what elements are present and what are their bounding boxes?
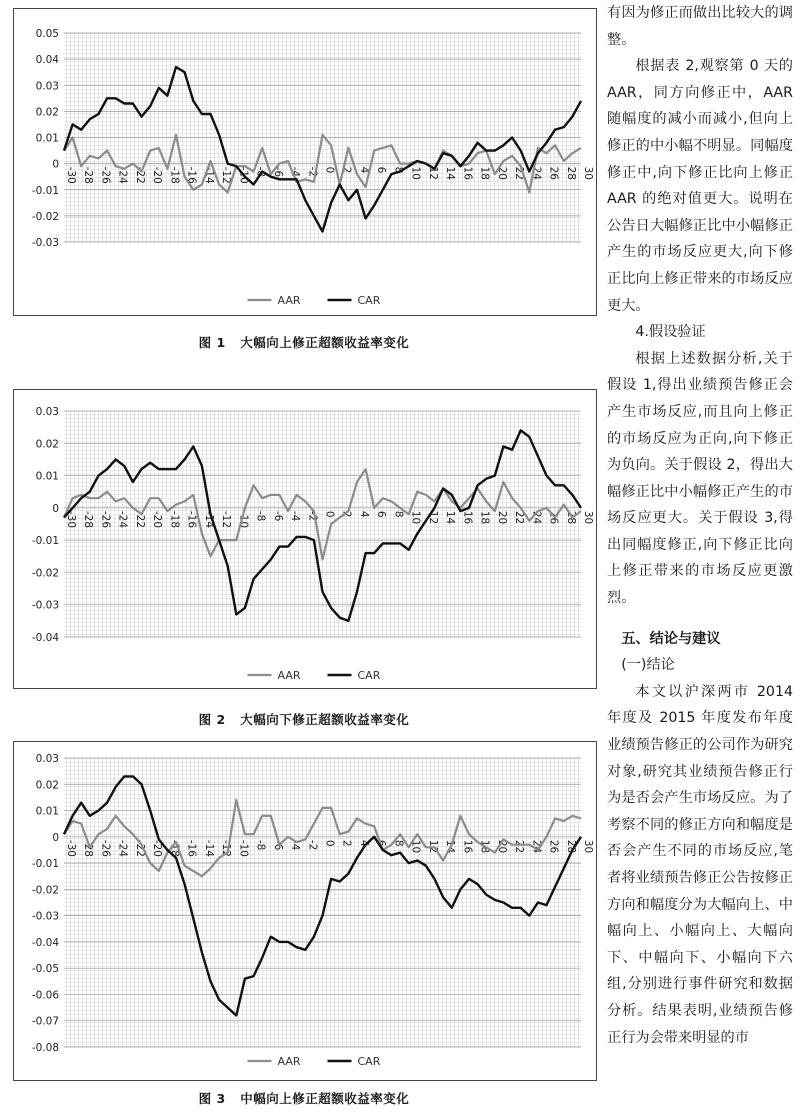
- y-tick-label: -0.08: [31, 1042, 59, 1054]
- x-tick-label: -10: [237, 166, 250, 184]
- x-tick-label: 14: [444, 839, 457, 854]
- x-tick-label: 22: [513, 166, 526, 180]
- x-tick-label: -18: [168, 510, 181, 529]
- y-tick-label: 0: [52, 502, 59, 515]
- x-tick-label: 10: [409, 166, 422, 180]
- x-tick-label: 16: [461, 510, 474, 525]
- x-tick-label: 6: [375, 839, 388, 847]
- y-tick-label: 0.01: [35, 132, 59, 145]
- y-tick-label: -0.04: [31, 936, 59, 949]
- x-tick-label: -14: [202, 166, 215, 184]
- x-tick-label: -28: [82, 510, 95, 529]
- x-tick-label: 30: [582, 839, 594, 854]
- y-tick-label: -0.01: [31, 184, 59, 197]
- x-tick-label: 14: [444, 166, 457, 180]
- x-tick-label: 20: [495, 166, 508, 180]
- chart-2-caption: [13, 710, 595, 728]
- legend-label-aar: AAR: [277, 294, 301, 307]
- x-tick-label: -4: [289, 166, 302, 178]
- x-tick-label: -26: [99, 166, 112, 184]
- x-tick-label: 10: [409, 839, 422, 854]
- x-tick-label: -22: [133, 166, 146, 184]
- y-tick-label: 0.02: [35, 779, 59, 792]
- y-tick-label: -0.01: [31, 535, 59, 548]
- x-tick-label: -8: [254, 166, 267, 178]
- x-tick-label: -28: [82, 166, 95, 184]
- x-tick-label: -22: [133, 510, 146, 529]
- caption-label: 图 3: [198, 1091, 226, 1106]
- x-tick-label: 6: [375, 510, 388, 518]
- x-tick-label: -8: [254, 510, 267, 522]
- subheading-hypothesis-test: 4.假设验证: [635, 324, 706, 341]
- x-tick-label: -12: [220, 166, 233, 184]
- caption-label: 图 1: [198, 335, 226, 350]
- y-tick-label: 0.05: [35, 28, 59, 40]
- x-tick-label: 28: [564, 510, 577, 525]
- y-tick-label: 0.03: [35, 753, 59, 765]
- x-tick-label: 8: [392, 510, 405, 518]
- y-tick-label: 0.01: [35, 470, 59, 483]
- y-tick-label: 0.02: [35, 106, 59, 119]
- x-tick-label: -24: [116, 510, 129, 529]
- legend-label-aar: AAR: [277, 669, 301, 682]
- legend-label-car: CAR: [357, 294, 381, 307]
- y-tick-label: 0.01: [35, 805, 59, 818]
- x-tick-label: -14: [202, 510, 215, 529]
- caption-label: 图 2: [198, 712, 226, 727]
- y-tick-label: -0.03: [31, 599, 59, 612]
- y-tick-label: -0.03: [31, 237, 59, 249]
- x-tick-label: 8: [392, 839, 405, 847]
- y-tick-label: -0.02: [31, 567, 59, 580]
- x-tick-label: 10: [409, 510, 422, 525]
- chart-1-frame: [13, 8, 597, 316]
- x-tick-label: -2: [306, 510, 319, 522]
- y-tick-label: -0.02: [31, 210, 59, 223]
- y-tick-label: -0.06: [31, 989, 59, 1002]
- x-tick-label: 4: [357, 839, 370, 847]
- x-tick-label: 12: [426, 166, 439, 180]
- x-tick-label: 14: [444, 510, 457, 525]
- x-tick-label: -10: [237, 510, 250, 529]
- chart-3-frame: [13, 741, 597, 1081]
- y-tick-label: -0.01: [31, 858, 59, 871]
- x-tick-label: -16: [185, 839, 198, 857]
- x-tick-label: 2: [340, 839, 353, 847]
- legend-label-aar: AAR: [277, 1055, 301, 1068]
- chart-3-caption: [13, 1089, 595, 1107]
- chart-2: [14, 390, 596, 688]
- x-tick-label: 20: [495, 839, 508, 854]
- x-tick-label: -12: [220, 839, 233, 857]
- x-tick-label: 22: [513, 510, 526, 525]
- x-tick-label: 26: [547, 839, 560, 854]
- x-tick-label: -14: [202, 839, 215, 857]
- x-tick-label: 4: [357, 510, 370, 518]
- legend-label-car: CAR: [357, 669, 381, 682]
- x-tick-label: -6: [271, 510, 284, 522]
- x-tick-label: -2: [306, 166, 319, 178]
- x-tick-label: 0: [323, 510, 336, 518]
- x-tick-label: -20: [151, 166, 164, 184]
- x-tick-label: -20: [151, 510, 164, 529]
- x-tick-label: -30: [65, 510, 77, 529]
- x-tick-label: -8: [254, 839, 267, 851]
- x-tick-label: -6: [271, 839, 284, 851]
- x-tick-label: -30: [65, 839, 77, 857]
- caption-text: 中幅向上修正超额收益率变化: [240, 1091, 410, 1106]
- y-tick-label: -0.02: [31, 884, 59, 897]
- x-tick-label: 24: [530, 510, 543, 525]
- chart-1-caption: [13, 333, 595, 351]
- legend-label-car: CAR: [357, 1055, 381, 1068]
- x-tick-label: -24: [116, 839, 129, 857]
- x-tick-label: -26: [99, 839, 112, 857]
- right-text-column: [607, 0, 793, 1051]
- x-tick-label: 24: [530, 839, 543, 854]
- x-tick-label: -10: [237, 839, 250, 857]
- x-tick-label: 4: [357, 166, 370, 174]
- x-tick-label: 18: [478, 839, 491, 854]
- x-tick-label: -30: [65, 166, 77, 184]
- x-tick-label: -26: [99, 510, 112, 529]
- y-tick-label: 0: [52, 158, 59, 171]
- chart-2-frame: [13, 389, 597, 689]
- y-tick-label: -0.07: [31, 1015, 59, 1028]
- x-tick-label: 20: [495, 510, 508, 525]
- x-tick-label: 30: [582, 166, 594, 180]
- x-tick-label: 28: [564, 166, 577, 180]
- x-tick-label: -16: [185, 510, 198, 529]
- y-tick-label: -0.03: [31, 910, 59, 923]
- y-tick-label: 0.03: [35, 406, 59, 418]
- x-tick-label: 16: [461, 166, 474, 180]
- x-tick-label: 2: [340, 510, 353, 518]
- x-tick-label: 2: [340, 166, 353, 174]
- x-tick-label: -4: [289, 510, 302, 522]
- x-tick-label: 18: [478, 166, 491, 180]
- caption-text: 大幅向上修正超额收益率变化: [240, 335, 410, 350]
- paragraph-continued: 有因为修正而做出比较大的调整。: [607, 5, 793, 48]
- subheading-conclusion: (一)结论: [621, 657, 675, 674]
- x-tick-label: 0: [323, 166, 336, 174]
- x-tick-label: -20: [151, 839, 164, 857]
- y-tick-label: 0.03: [35, 80, 59, 93]
- x-tick-label: -22: [133, 839, 146, 857]
- x-tick-label: -24: [116, 166, 129, 184]
- x-tick-label: -4: [289, 839, 302, 851]
- x-tick-label: -12: [220, 510, 233, 529]
- chart-3: [14, 742, 596, 1080]
- x-tick-label: 12: [426, 839, 439, 854]
- x-tick-label: 30: [582, 510, 594, 525]
- section-heading-conclusion: 五、结论与建议: [621, 630, 721, 647]
- x-tick-label: 26: [547, 166, 560, 180]
- x-tick-label: 0: [323, 839, 336, 847]
- x-tick-label: -16: [185, 166, 198, 184]
- x-tick-label: -2: [306, 839, 319, 851]
- x-tick-label: -6: [271, 166, 284, 178]
- chart-1: [14, 9, 596, 315]
- y-tick-label: 0: [52, 831, 59, 844]
- caption-text: 大幅向下修正超额收益率变化: [240, 712, 410, 727]
- x-tick-label: 8: [392, 166, 405, 174]
- y-tick-label: -0.04: [31, 632, 59, 644]
- paragraph-table2-analysis: 根据表 2,观察第 0 天的 AAR，同方向修正中，AAR 随幅度的减小而减小,但向上修正的中小幅不明显。同幅度修正中,向下修正比向上修正 AAR 的绝对值更大。说明在公告日大幅修正比中小幅修正产生的市场反应更大,向下修正比向上修正带来的市场反应更大。: [607, 58, 793, 314]
- y-tick-label: 0.04: [35, 54, 59, 67]
- x-tick-label: 28: [564, 839, 577, 854]
- y-tick-label: -0.05: [31, 963, 59, 976]
- x-tick-label: 18: [478, 510, 491, 525]
- x-tick-label: 26: [547, 510, 560, 525]
- x-tick-label: 16: [461, 839, 474, 854]
- x-tick-label: -28: [82, 839, 95, 857]
- paragraph-hypothesis: 根据上述数据分析,关于假设 1,得出业绩预告修正会产生市场反应,而且向上修正的市场反应为正向,向下修正为负向。关于假设 2，得出大幅修正比中小幅修正产生的市场反应更大。关于假设 3,得出同幅度修正,向下修正比向上修正带来的市场反应更激烈。: [607, 350, 793, 607]
- x-tick-label: -18: [168, 839, 181, 857]
- x-tick-label: 12: [426, 510, 439, 525]
- x-tick-label: 24: [530, 166, 543, 180]
- x-tick-label: -18: [168, 166, 181, 184]
- x-tick-label: 6: [375, 166, 388, 174]
- paragraph-conclusion: 本文以沪深两市 2014 年度及 2015 年度发布年度业绩预告修正的公司作为研究对象,研究其业绩预告修正行为是否会产生市场反应。为了考察不同的修正方向和幅度是否会产生不同的市场反应,笔者将业绩预告修正公告按修正方向和幅度分为大幅向上、中幅向上、小幅向上、大幅向下、中幅向下、小幅向下六组,分别进行事件研究和数据分析。结果表明,业绩预告修正行为会带来明显的市: [607, 683, 793, 1046]
- y-tick-label: 0.02: [35, 438, 59, 451]
- x-tick-label: 22: [513, 839, 526, 854]
